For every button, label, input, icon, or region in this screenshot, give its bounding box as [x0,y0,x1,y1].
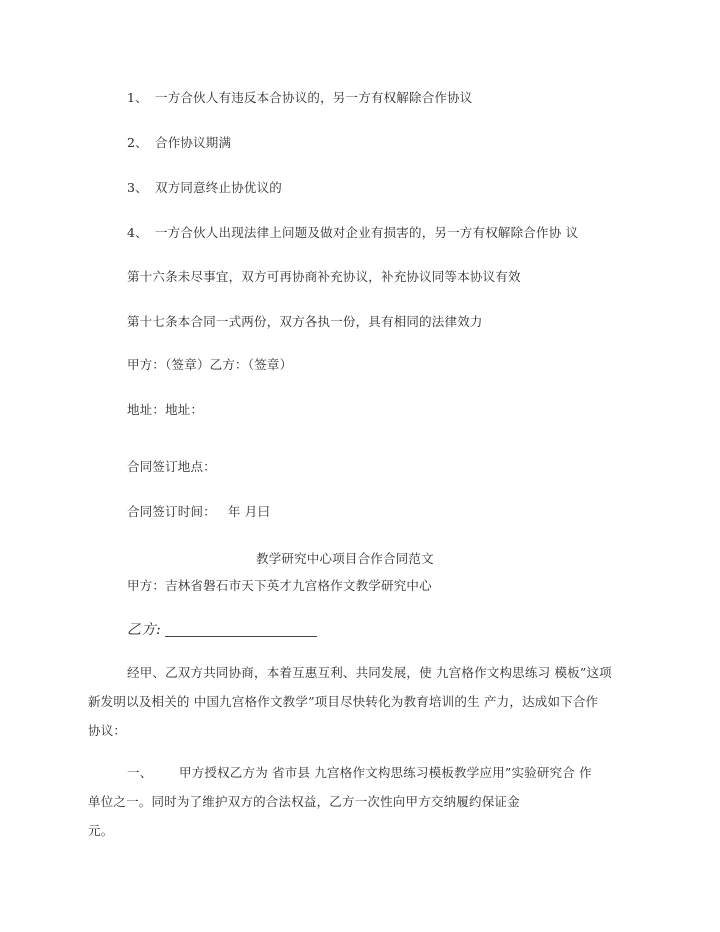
article-16: 第十六条未尽事宜，双方可再协商补充协议，补充协议同等本协议有效 [127,269,521,284]
list-item [127,182,282,195]
party-b-blank [165,624,317,637]
clause-text: 甲方授权乙方为 省市县 九宫格作文构思练习模板教学应用”实验研究合 作 [179,765,592,780]
list-item [127,92,473,105]
clause-number: 一、 [127,765,153,780]
item-text: 一方合伙人出现法律上问题及做对企业有损害的，另一方有权解除合作协 议 [155,225,579,240]
address-line: 地址：地址： [127,402,204,417]
clause-1-line-3: 元。 [88,823,114,838]
item-text: 合作协议期满 [155,135,232,150]
item-text: 一方合伙人有违反本合协议的，另一方有权解除合作协议 [155,90,473,105]
document-title: 教学研究中心项目合作合同范文 [256,551,434,566]
list-item [127,137,231,150]
party-b-line [127,623,317,637]
preamble-line-1: 经甲、乙双方共同协商，本着互惠互利、共同发展，使 九宫格作文构思练习 模板”这项 [127,665,612,680]
sign-time-line [127,506,270,519]
item-text: 双方同意终止协优议的 [155,180,283,195]
preamble-line-3: 协议： [88,723,127,738]
party-b-label: 乙方: [127,622,162,638]
item-number: 3、 [127,180,148,195]
item-number: 1、 [127,90,148,105]
clause-1-line-2: 单位之一。同时为了维护双方的合法权益，乙方一次性向甲方交纳履约保证金 [88,794,520,809]
clause-1-line-1 [127,767,592,780]
party-a-line: 甲方：吉林省磐石市天下英才九宫格作文教学研究中心 [127,578,432,593]
article-17: 第十七条本合同一式两份，双方各执一份，具有相同的法律效力 [127,314,483,329]
item-number: 4、 [127,225,148,240]
list-item [127,227,578,240]
item-number: 2、 [127,135,148,150]
preamble-line-2: 新发明以及相关的 中国九宫格作文教学”项目尽快转化为教育培训的生 产力，达成如下合作 [88,694,599,709]
sign-place-line: 合同签订地点： [127,459,216,474]
sign-time-label: 合同签订时间： [127,504,216,519]
party-signature-line: 甲方：（签章）乙方：（签章） [127,357,293,372]
sign-date: 年 月曰 [227,504,271,519]
